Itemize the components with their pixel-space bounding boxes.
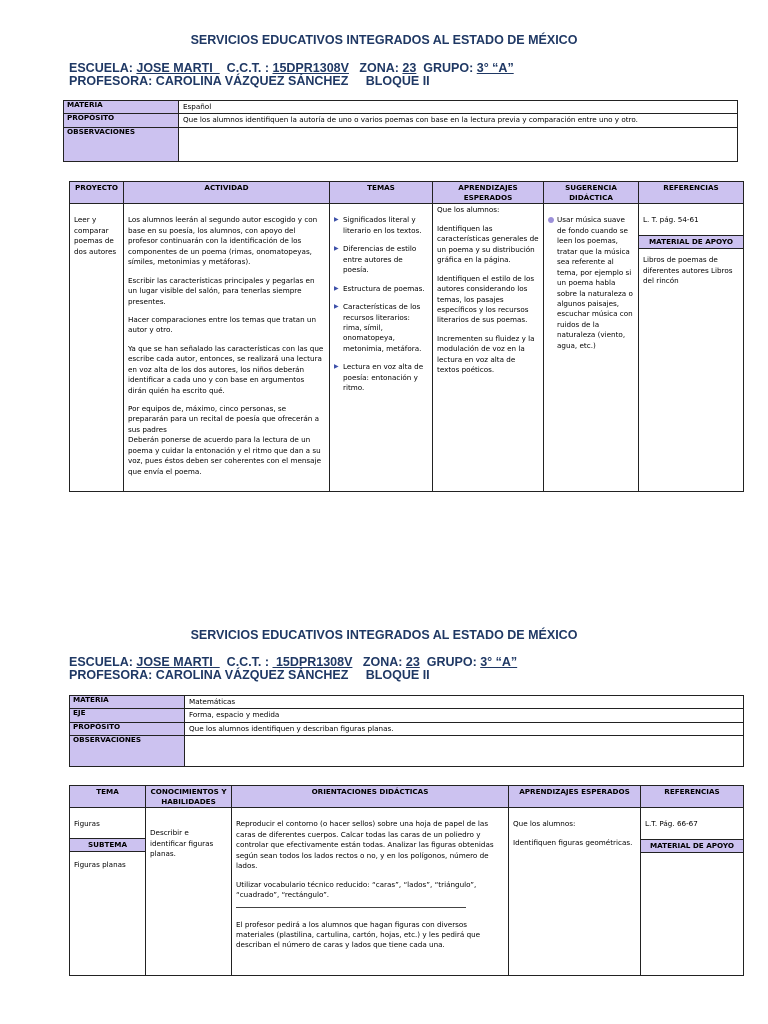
info-label: PROPÓSITO: [70, 722, 185, 735]
column-header: APRENDIZAJES ESPERADOS: [433, 182, 544, 204]
page2-title: SERVICIOS EDUCATIVOS INTEGRADOS AL ESTADO DE MÉXICO: [190, 628, 578, 642]
zona-value: 23: [405, 655, 420, 669]
zona-value: 23: [402, 61, 417, 75]
column-header: CONOCIMIENTOS Y HABILIDADES: [146, 786, 232, 808]
info-value: Matemáticas: [185, 696, 744, 709]
orientaciones-cell: [232, 808, 509, 976]
subtema-value: Figuras planas: [74, 860, 126, 870]
actividad-paragraph: Los alumnos leerán al segundo autor escogido y con base en su poesía, los alumnos, con apoyo del profesor continuarán con la identificación de los componentes de un poema (rimas, onomatopeyas, símiles, metonimias y metáforas).: [128, 215, 318, 267]
info-value: [179, 127, 738, 161]
column-header: APRENDIZAJES ESPERADOS: [509, 786, 641, 808]
actividad-paragraph: Deberán ponerse de acuerdo para la lectura de un poema y cuidar la entonación y el ritmo que dan a su voz, pues éstos deben ser coherentes con el mensaje que envía el poema.: [128, 435, 321, 476]
actividad-paragraph: Escribir las características principales y pegarlas en un lugar visible del salón, para tenerlas siempre presentes.: [128, 275, 315, 306]
info-label: OBSERVACIONES: [64, 127, 179, 161]
column-header: PROYECTO: [70, 182, 124, 204]
orientacion-paragraph: Utilizar vocabulario técnico reducido: “caras”, “lados”, “triángulo”, “cuadrado”, “rectángulo”.: [236, 879, 477, 900]
escuela-value: JOSE MARTI: [136, 61, 220, 75]
info-label: PROPÓSITO: [64, 114, 179, 127]
page1-plan-table: [69, 181, 744, 492]
page2-plan-table: [69, 785, 744, 976]
cct-label: C.C.T. :: [219, 655, 273, 669]
page2-profesora-line: PROFESORA: CAROLINA VÁZQUEZ SÁNCHEZ BLOQUE II: [69, 668, 430, 682]
escuela-value: JOSE MARTI: [136, 655, 220, 669]
info-label: MATERIA: [70, 696, 185, 709]
cct-value: 15DPR1308V: [272, 61, 349, 75]
page2-info-table: [69, 695, 744, 767]
page1-profesora-line: PROFESORA: CAROLINA VÁZQUEZ SÁNCHEZ BLOQUE II: [69, 74, 430, 88]
orientacion-paragraph: Reproducir el contorno (o hacer sellos) sobre una hoja de papel de las caras de diferentes cuerpos. Calcar todas las caras de un poliedro y controlar que efectivamente están todas. Analizar las figuras obtenidas según sean todos los lados rectos o no, y en los polígonos, número de lados.: [236, 819, 494, 871]
tema-bullet: ▶ Diferencias de estilo entre autores de poesía.: [334, 244, 428, 275]
escuela-label: ESCUELA:: [69, 655, 137, 669]
info-value: Que los alumnos identifiquen la autoría de uno o varios poemas con base en la lectura previa y comparación entre uno y otro.: [179, 114, 738, 127]
actividad-cell: [124, 204, 330, 492]
aprendizaje-item: Identifiquen figuras geométricas.: [513, 837, 633, 847]
info-value: Forma, espacio y medida: [185, 709, 744, 722]
referencias-cell: [641, 808, 744, 976]
info-value: Que los alumnos identifiquen y describan figuras planas.: [185, 722, 744, 735]
material-apoyo-header: MATERIAL DE APOYO: [641, 839, 743, 853]
cct-value: 15DPR1308V: [272, 655, 353, 669]
column-header: REFERENCIAS: [639, 182, 744, 204]
tema-bullet: ▶ Lectura en voz alta de poesía: entonación y ritmo.: [334, 362, 428, 393]
column-header: ORIENTACIONES DIDÁCTICAS: [232, 786, 509, 808]
tema-bullet: ▶ Características de los recursos literarios: rima, símil, onomatopeya, metonimia, metáfora.: [334, 302, 428, 354]
page2-school-line: [69, 655, 517, 669]
info-label: MATERIA: [64, 101, 179, 114]
grupo-label: GRUPO:: [416, 61, 477, 75]
referencias-value: L. T. pág. 54-61: [643, 215, 699, 225]
info-value: [185, 736, 744, 767]
aprendizajes-cell: [433, 204, 544, 492]
page1-info-table: [63, 100, 738, 162]
column-header: ACTIVIDAD: [124, 182, 330, 204]
tema-cell: [70, 808, 146, 976]
sugerencia-cell: [544, 204, 639, 492]
tema-bullet: ▶ Significados literal y literario en los textos.: [334, 215, 428, 236]
orientacion-paragraph: El profesor pedirá a los alumnos que hagan figuras con diversos materiales (plastilina, cartulina, cartón, hojas, etc.) y les pedirá que describan el número de caras y lados que tiene cada una.: [236, 919, 481, 950]
zona-label: ZONA:: [348, 61, 403, 75]
material-apoyo-header: MATERIAL DE APOYO: [639, 235, 743, 249]
conocimientos-cell: Describir e identificar figuras planas.: [146, 808, 232, 976]
zona-label: ZONA:: [352, 655, 406, 669]
page1-school-line: [69, 61, 514, 75]
aprendizaje-item: Que los alumnos:: [513, 819, 576, 829]
aprendizaje-item: Incrementen su fluidez y la modulación de voz en la lectura en voz alta de textos poéticos.: [437, 333, 535, 375]
aprendizajes-cell: [509, 808, 641, 976]
column-header: TEMA: [70, 786, 146, 808]
aprendizaje-item: Identifiquen las características generales de un poema y su distribución gráfica en la página.: [437, 223, 539, 265]
page1-title: SERVICIOS EDUCATIVOS INTEGRADOS AL ESTADO DE MÉXICO: [190, 33, 578, 47]
material-apoyo-value: Libros de poemas de diferentes autores Libros del rincón: [643, 255, 733, 286]
grupo-label: GRUPO:: [419, 655, 481, 669]
temas-cell: [330, 204, 433, 492]
info-value: Español: [179, 101, 738, 114]
column-header: TEMAS: [330, 182, 433, 204]
grupo-value: 3° “A”: [480, 655, 518, 669]
info-label: EJE: [70, 709, 185, 722]
referencias-cell: [639, 204, 744, 492]
actividad-paragraph: Por equipos de, máximo, cinco personas, se prepararán para un recital de poesía que ofrecerán a sus padres: [128, 404, 320, 434]
aprendizaje-item: Que los alumnos:: [437, 205, 500, 215]
column-header: REFERENCIAS: [641, 786, 744, 808]
grupo-value: 3° “A”: [476, 61, 514, 75]
proyecto-cell: Leer y comparar poemas de dos autores: [70, 204, 124, 492]
actividad-paragraph: Ya que se han señalado las características con las que escribe cada autor, entonces, se realizará una lectura en voz alta de los dos autores, los niños deberán identificar a cada uno y con base en argumentos dirán quién ha escrito qué.: [128, 343, 324, 395]
escuela-label: ESCUELA:: [69, 61, 137, 75]
column-header: SUGERENCIA DIDÁCTICA: [544, 182, 639, 204]
tema-bullet: ▶ Estructura de poemas.: [334, 284, 428, 294]
cct-label: C.C.T. :: [219, 61, 273, 75]
divider-line: [236, 907, 466, 908]
actividad-paragraph: Hacer comparaciones entre los temas que tratan un autor y otro.: [128, 314, 317, 335]
subtema-header: SUBTEMA: [70, 838, 145, 852]
tema-value: Figuras: [74, 819, 100, 829]
info-label: OBSERVACIONES: [70, 736, 185, 767]
referencias-value: L.T. Pág. 66-67: [645, 819, 698, 829]
sugerencia-bullet: Usar música suave de fondo cuando se leen los poemas, tratar que la música sea referente al tema, por ejemplo si un poema habla sobre la naturaleza o algunos paisajes, escuchar música con ruidos de la naturaleza (viento, agua, etc.): [548, 215, 634, 351]
aprendizaje-item: Identifiquen el estilo de los autores considerando los temas, los pasajes específicos y los recursos literarios de sus poemas.: [437, 273, 535, 325]
